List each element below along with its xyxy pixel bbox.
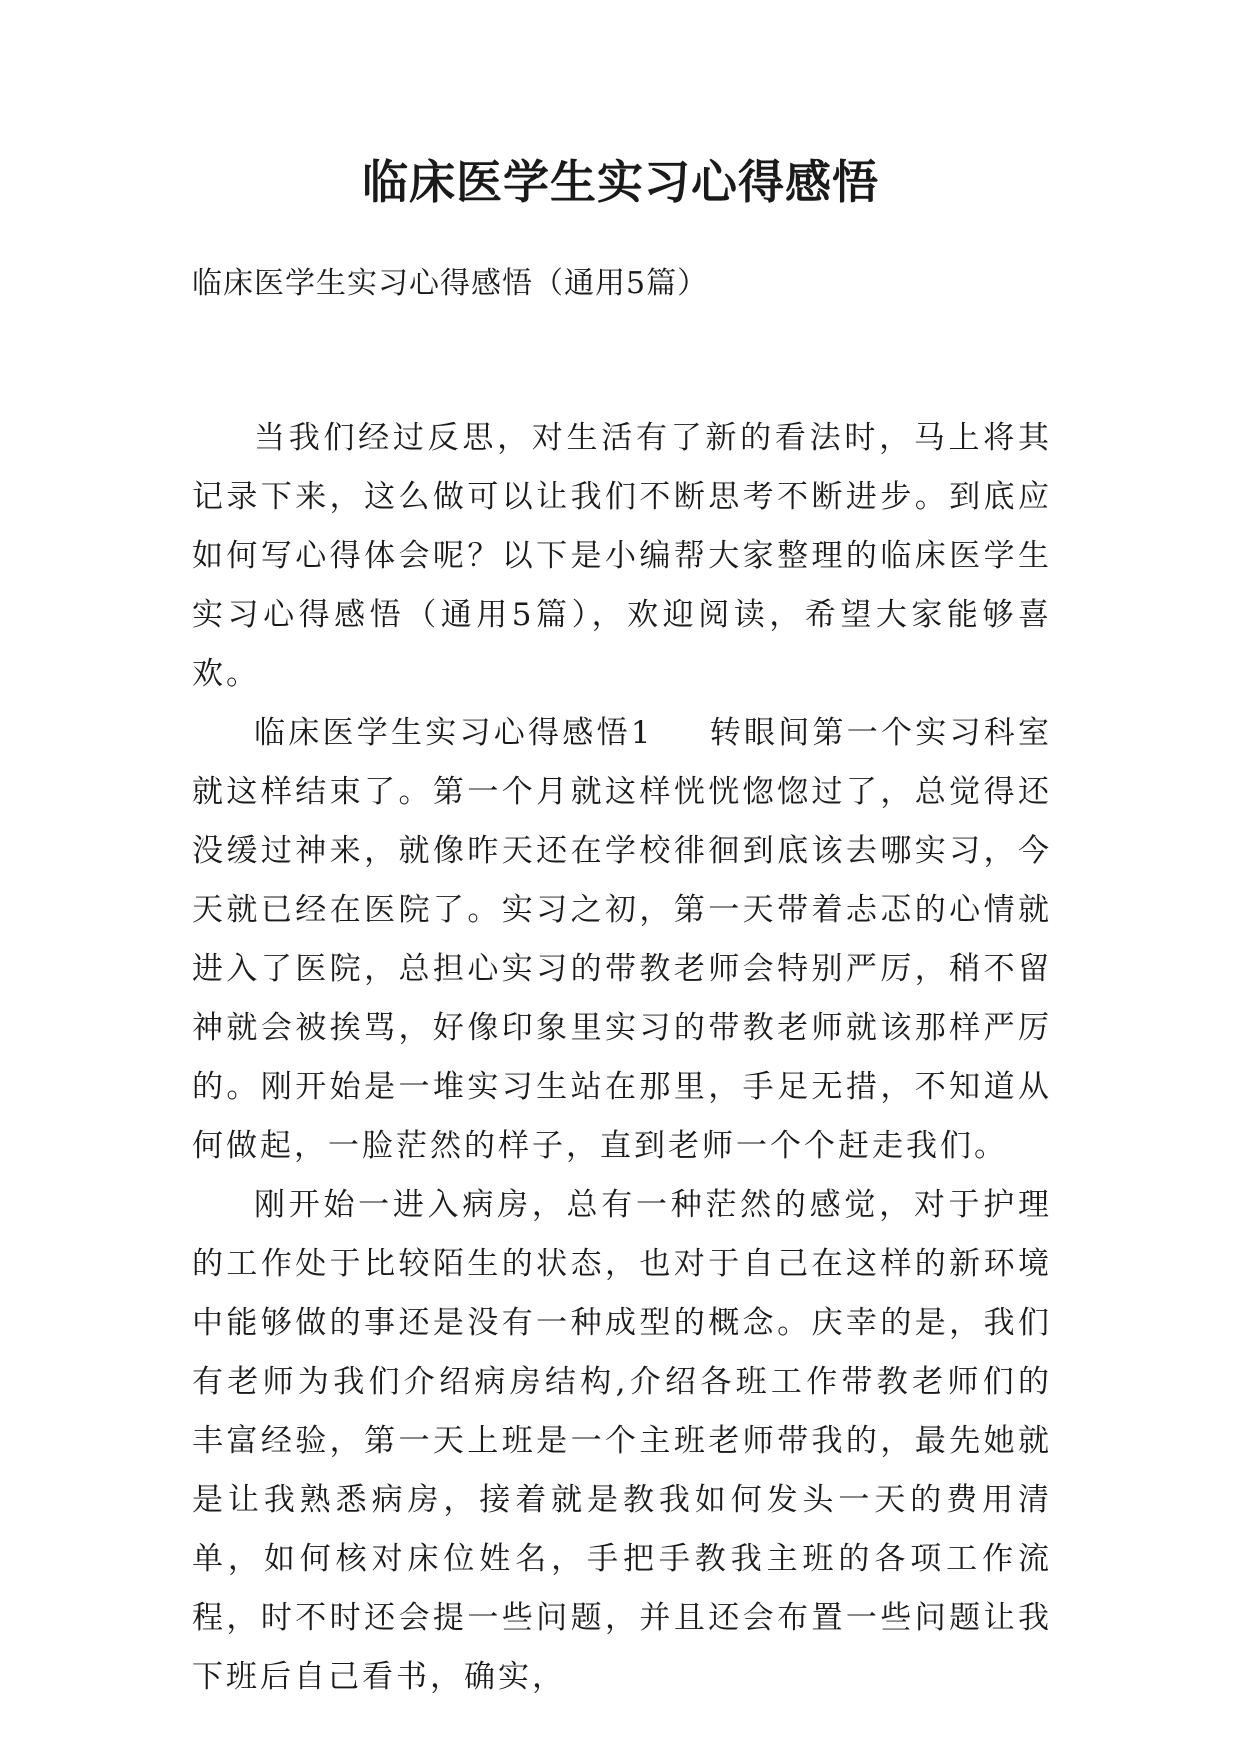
document-body: [192, 409, 1052, 1707]
section1-paragraph-1: [192, 704, 1052, 1176]
document-subtitle: 临床医学生实习心得感悟（通用5篇）: [192, 266, 709, 301]
section1-paragraph-2: 刚开始一进入病房，总有一种茫然的感觉，对于护理的工作处于比较陌生的状态，也对于自己在这样的新环境中能够做的事还是没有一种成型的概念。庆幸的是，我们有老师为我们介绍病房结构,介绍各班工作带教老师们的丰富经验，第一天上班是一个主班老师带我的，最先她就是让我熟悉病房，接着就是教我如何发头一天的费用清单，如何核对床位姓名，手把手教我主班的各项工作流程，时不时还会提一些问题，并且还会布置一些问题让我下班后自己看书，确实，: [192, 1187, 1052, 1695]
section1-paragraph-1-text: 转眼间第一个实习科室就这样结束了。第一个月就这样恍恍惚惚过了，总觉得还没缓过神来，就像昨天还在学校徘徊到底该去哪实习，今天就已经在医院了。实习之初，第一天带着忐忑的心情就进入了医院，总担心实习的带教老师会特别严厉，稍不留神就会被挨骂，好像印象里实习的带教老师就该那样严厉的。刚开始是一堆实习生站在那里，手足无措，不知道从何做起，一脸茫然的样子，直到老师一个个赶走我们。: [192, 715, 1052, 1164]
section1-heading: 临床医学生实习心得感悟1: [254, 715, 654, 751]
document-title: 临床医学生实习心得感悟: [362, 155, 879, 209]
intro-paragraph: 当我们经过反思，对生活有了新的看法时，马上将其记录下来，这么做可以让我们不断思考不断进步。到底应如何写心得体会呢？以下是小编帮大家整理的临床医学生实习心得感悟（通用5篇），欢迎阅读，希望大家能够喜欢。: [192, 420, 1052, 692]
